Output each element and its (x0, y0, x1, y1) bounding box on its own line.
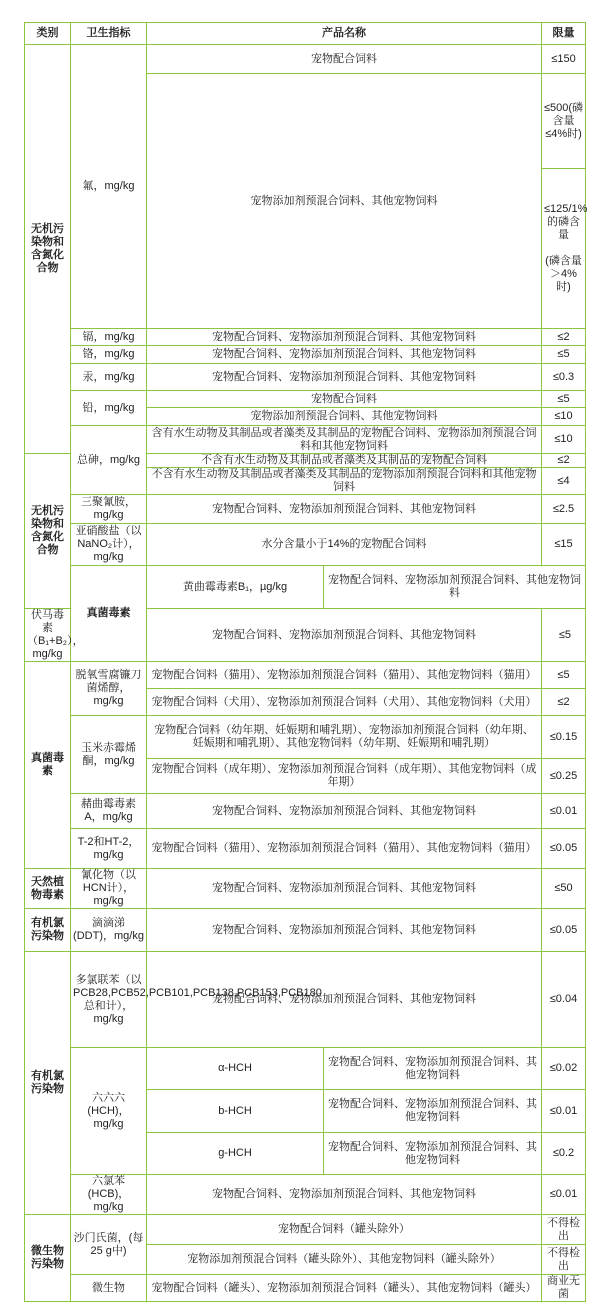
product-cell: 宠物配合饲料（罐头除外） (147, 1215, 542, 1245)
product-cell: 宠物配合饲料、宠物添加剂预混合饲料、其他宠物饲料 (147, 794, 542, 829)
indicator-cell: 脱氧雪腐镰刀菌烯醇，mg/kg (71, 662, 147, 716)
product-cell: 宠物配合饲料、宠物添加剂预混合饲料、其他宠物饲料 (147, 329, 542, 346)
product-cell: 宠物配合饲料、宠物添加剂预混合饲料、其他宠物饲料 (147, 869, 542, 909)
product-cell: 宠物配合饲料（犬用）、宠物添加剂预混合饲料（犬用）、其他宠物饲料（犬用） (147, 689, 542, 716)
limit-cell: ≤5 (542, 391, 586, 408)
limit-cell: ≤2.5 (542, 495, 586, 524)
product-cell: 宠物配合饲料（猫用）、宠物添加剂预混合饲料（猫用）、其他宠物饲料（猫用） (147, 829, 542, 869)
product-cell: 宠物配合饲料、宠物添加剂预混合饲料、其他宠物饲料 (147, 1175, 542, 1215)
indicator-cell: 滴滴涕(DDT)，mg/kg (71, 909, 147, 952)
table-row (25, 952, 586, 1048)
indicator-cell: 玉米赤霉烯酮，mg/kg (71, 716, 147, 794)
limit-cell: ≤4 (542, 468, 586, 495)
product-cell: 宠物添加剂预混合饲料（罐头除外）、其他宠物饲料（罐头除外） (147, 1245, 542, 1275)
table-row (25, 524, 586, 566)
indicator-cell: T-2和HT-2，mg/kg (71, 829, 147, 869)
limit-cell: ≤0.15 (542, 716, 586, 759)
product-cell: 含有水生动物及其制品或者藻类及其制品的宠物配合饲料、宠物添加剂预混合饲料和其他宠物饲料 (147, 426, 542, 454)
limit-cell: ≤0.01 (542, 794, 586, 829)
limit-cell: ≤5 (542, 662, 586, 689)
indicator-cell: 镉，mg/kg (71, 329, 147, 346)
indicator-cell: 六氯苯(HCB)，mg/kg (71, 1175, 147, 1215)
product-cell: 宠物配合饲料（罐头）、宠物添加剂预混合饲料（罐头）、其他宠物饲料（罐头） (147, 1275, 542, 1302)
category-cell: 真菌毒素 (71, 566, 147, 662)
table-row (25, 1048, 586, 1090)
indicator-cell: 沙门氏菌，(每25 g中) (71, 1215, 147, 1275)
table-row (25, 869, 586, 909)
limit-cell: ≤0.02 (542, 1048, 586, 1090)
limit-note: (磷含量＞4%时) (545, 255, 582, 293)
indicator-cell: 总砷，mg/kg (71, 426, 147, 495)
category-cell: 真菌毒素 (25, 662, 71, 869)
product-cell: 宠物配合饲料、宠物添加剂预混合饲料、其他宠物饲料 (147, 909, 542, 952)
product-cell: 宠物添加剂预混合饲料、其他宠物饲料 (147, 408, 542, 426)
table-row (25, 829, 586, 869)
sub-indicator-cell: b-HCH (147, 1090, 324, 1133)
limit-cell (542, 169, 586, 329)
product-cell: 宠物配合饲料 (147, 391, 542, 408)
sub-indicator-cell: α-HCH (147, 1048, 324, 1090)
product-cell: 宠物配合饲料 (147, 45, 542, 74)
indicator-cell: 汞，mg/kg (71, 364, 147, 391)
product-cell: 宠物添加剂预混合饲料、其他宠物饲料 (147, 74, 542, 329)
product-cell: 宠物配合饲料、宠物添加剂预混合饲料、其他宠物饲料 (324, 1090, 542, 1133)
product-cell: 宠物配合饲料、宠物添加剂预混合饲料、其他宠物饲料 (324, 1133, 542, 1175)
indicator-cell: 三聚氰胺，mg/kg (71, 495, 147, 524)
table-row (25, 391, 586, 408)
limit-cell: ≤0.01 (542, 1175, 586, 1215)
table-row (25, 794, 586, 829)
limit-cell: 不得检出 (542, 1245, 586, 1275)
product-cell: 宠物配合饲料、宠物添加剂预混合饲料、其他宠物饲料 (147, 495, 542, 524)
header-category: 类别 (25, 23, 71, 45)
table-row (25, 716, 586, 759)
indicator-cell: 微生物 (71, 1275, 147, 1302)
limit-cell: ≤150 (542, 45, 586, 74)
limit-cell: ≤500(磷含量≤4%时) (542, 74, 586, 169)
limit-cell: ≤2 (542, 454, 586, 468)
header-limit: 限量 (542, 23, 586, 45)
limit-text: ≤125/1%的磷含量 (544, 203, 588, 241)
table-row (25, 346, 586, 364)
table-row (25, 1215, 586, 1245)
indicator-cell: 黄曲霉毒素B₁，µg/kg (147, 566, 324, 609)
table-row (25, 662, 586, 689)
product-cell: 宠物配合饲料（成年期）、宠物添加剂预混合饲料（成年期）、其他宠物饲料（成年期） (147, 759, 542, 794)
product-cell: 宠物配合饲料、宠物添加剂预混合饲料、其他宠物饲料 (147, 364, 542, 391)
limit-cell: ≤0.25 (542, 759, 586, 794)
category-cell: 有机氯污染物 (25, 909, 71, 952)
product-cell: 宠物配合饲料（幼年期、妊娠期和哺乳期）、宠物添加剂预混合饲料（幼年期、妊娠期和哺乳期）、其他宠物饲料（幼年期、妊娠期和哺乳期） (147, 716, 542, 759)
category-cell: 无机污染物和含氮化合物 (25, 454, 71, 609)
limit-cell: ≤0.05 (542, 829, 586, 869)
category-cell: 无机污染物和含氮化合物 (25, 45, 71, 454)
standard-table-wrapper (24, 22, 588, 1302)
table-row (25, 45, 586, 74)
limit-cell: ≤2 (542, 689, 586, 716)
product-cell: 宠物配合饲料、宠物添加剂预混合饲料、其他宠物饲料 (147, 952, 542, 1048)
limit-cell: ≤0.05 (542, 909, 586, 952)
table-row (25, 909, 586, 952)
indicator-cell: 多氯联苯（以PCB28,PCB52,PCB101,PCB138,PCB153,PCB180总和计），mg/kg (71, 952, 147, 1048)
indicator-cell: 氟，mg/kg (71, 45, 147, 329)
product-cell: 不含有水生动物及其制品或者藻类及其制品的宠物添加剂预混合饲料和其他宠物饲料 (147, 468, 542, 495)
header-product: 产品名称 (147, 23, 542, 45)
limit-cell: ≤2 (542, 329, 586, 346)
limit-cell: ≤10 (542, 426, 586, 454)
indicator-cell: 伏马毒素（B₁+B₂），mg/kg (25, 609, 71, 662)
table-row (25, 1275, 586, 1302)
table-row (25, 495, 586, 524)
limit-cell: ≤10 (542, 408, 586, 426)
indicator-cell: 亚硝酸盐（以NaNO₂计），mg/kg (71, 524, 147, 566)
indicator-cell: 铅，mg/kg (71, 391, 147, 426)
limit-cell: 不得检出 (542, 1215, 586, 1245)
limit-cell: ≤0.2 (542, 1133, 586, 1175)
limit-cell: ≤15 (542, 524, 586, 566)
limit-cell: ≤5 (542, 609, 586, 662)
limit-cell: ≤0.01 (542, 1090, 586, 1133)
table-row (25, 566, 586, 609)
indicator-cell: 赭曲霉毒素A，mg/kg (71, 794, 147, 829)
table-row (25, 426, 586, 454)
indicator-cell: 铬，mg/kg (71, 346, 147, 364)
table-row (25, 329, 586, 346)
sub-indicator-cell: g-HCH (147, 1133, 324, 1175)
product-cell: 水分含量小于14%的宠物配合饲料 (147, 524, 542, 566)
product-cell: 不含有水生动物及其制品或者藻类及其制品的宠物配合饲料 (147, 454, 542, 468)
category-cell: 天然植物毒素 (25, 869, 71, 909)
product-cell: 宠物配合饲料（猫用）、宠物添加剂预混合饲料（猫用）、其他宠物饲料（猫用） (147, 662, 542, 689)
product-cell: 宠物配合饲料、宠物添加剂预混合饲料、其他宠物饲料 (147, 609, 542, 662)
header-row (25, 23, 586, 45)
limit-cell: 商业无菌 (542, 1275, 586, 1302)
product-cell: 宠物配合饲料、宠物添加剂预混合饲料、其他宠物饲料 (147, 346, 542, 364)
limit-cell: ≤50 (542, 869, 586, 909)
limit-cell: ≤0.04 (542, 952, 586, 1048)
table-row (25, 1175, 586, 1215)
indicator-cell: 六六六(HCH)，mg/kg (71, 1048, 147, 1175)
table-row (25, 364, 586, 391)
product-cell: 宠物配合饲料、宠物添加剂预混合饲料、其他宠物饲料 (324, 566, 586, 609)
limit-cell: ≤0.3 (542, 364, 586, 391)
limit-cell: ≤5 (542, 346, 586, 364)
category-cell: 微生物污染物 (25, 1215, 71, 1302)
product-cell: 宠物配合饲料、宠物添加剂预混合饲料、其他宠物饲料 (324, 1048, 542, 1090)
hygiene-indicator-table (24, 22, 586, 1302)
category-cell: 有机氯污染物 (25, 952, 71, 1215)
header-indicator: 卫生指标 (71, 23, 147, 45)
indicator-cell: 氰化物（以HCN计），mg/kg (71, 869, 147, 909)
